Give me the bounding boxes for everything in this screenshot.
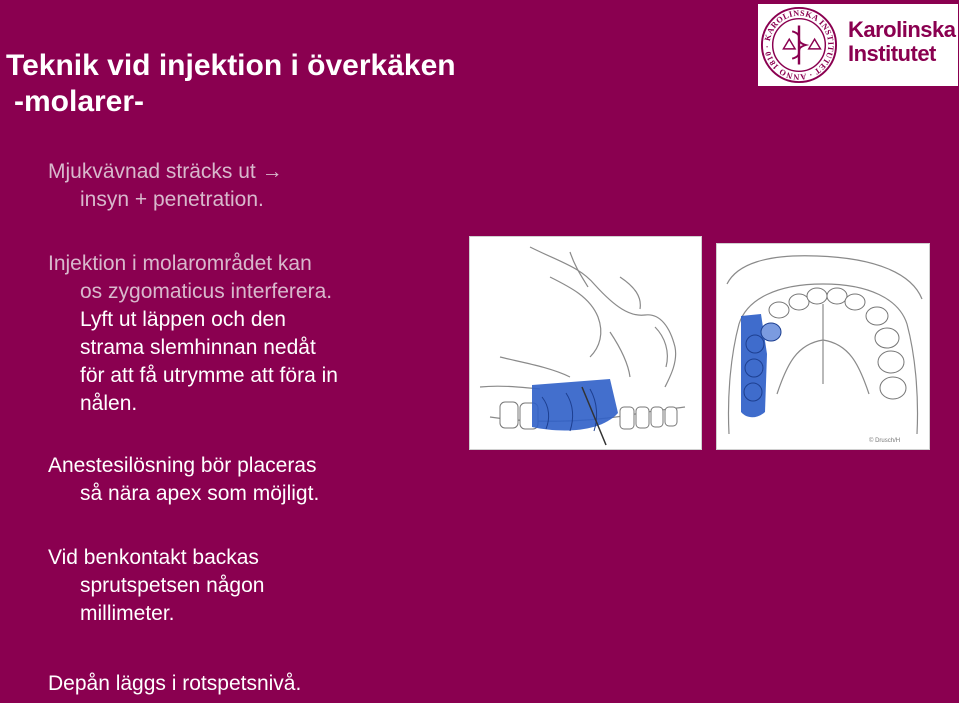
skull-side-illustration: [469, 236, 702, 450]
logo-wordmark: [848, 18, 956, 66]
wordmark-line-1: Karolinska: [848, 17, 956, 42]
paragraph-line: sprutspetsen någon: [80, 574, 265, 597]
anesthetic-area: [532, 379, 618, 430]
paragraph-line: strama slemhinnan nedåt: [80, 336, 316, 359]
title-line-2: -molarer-: [14, 85, 145, 118]
title-line-1: Teknik vid injektion i överkäken: [6, 49, 456, 82]
seal-icon: [760, 6, 838, 84]
paragraph-soft-tissue: [48, 158, 283, 214]
paragraph-lift-lip: [48, 306, 338, 418]
paragraph-zygomaticus: [48, 250, 332, 306]
palate-illustration: [716, 243, 930, 450]
paragraph-line: Lyft ut läppen och den: [80, 308, 286, 331]
paragraph-line: os zygomaticus interferera.: [80, 280, 333, 303]
paragraph-line: millimeter.: [80, 602, 175, 625]
paragraph-line: Injektion i molarområdet kan: [48, 252, 312, 275]
svg-text:KAROLINSKA INSTITUTET · ANNO 1: KAROLINSKA INSTITUTET · ANNO 1810 ·: [762, 8, 836, 82]
paragraph-depot: [48, 670, 301, 698]
palate-drawing: [717, 244, 929, 449]
paragraph-line: Anestesilösning bör placeras: [48, 454, 317, 477]
karolinska-logo: [758, 4, 958, 86]
wordmark-line-2: Institutet: [848, 41, 936, 66]
skull-side-drawing: [470, 237, 701, 449]
paragraph-line: Vid benkontakt backas: [48, 546, 259, 569]
paragraph-line: så nära apex som möjligt.: [80, 482, 320, 505]
paragraph-line: insyn + penetration.: [80, 188, 264, 211]
paragraph-line: Mjukvävnad sträcks ut →: [48, 160, 283, 183]
paragraph-line: för att få utrymme att föra in: [80, 364, 338, 387]
illustrator-signature: © Drusch/H: [869, 438, 901, 444]
paragraph-line: nålen.: [80, 392, 138, 415]
paragraph-apex: [48, 452, 319, 508]
slide-title: [6, 48, 456, 120]
paragraph-bone-contact: [48, 544, 264, 628]
paragraph-line: Depån läggs i rotspetsnivå.: [48, 672, 302, 695]
